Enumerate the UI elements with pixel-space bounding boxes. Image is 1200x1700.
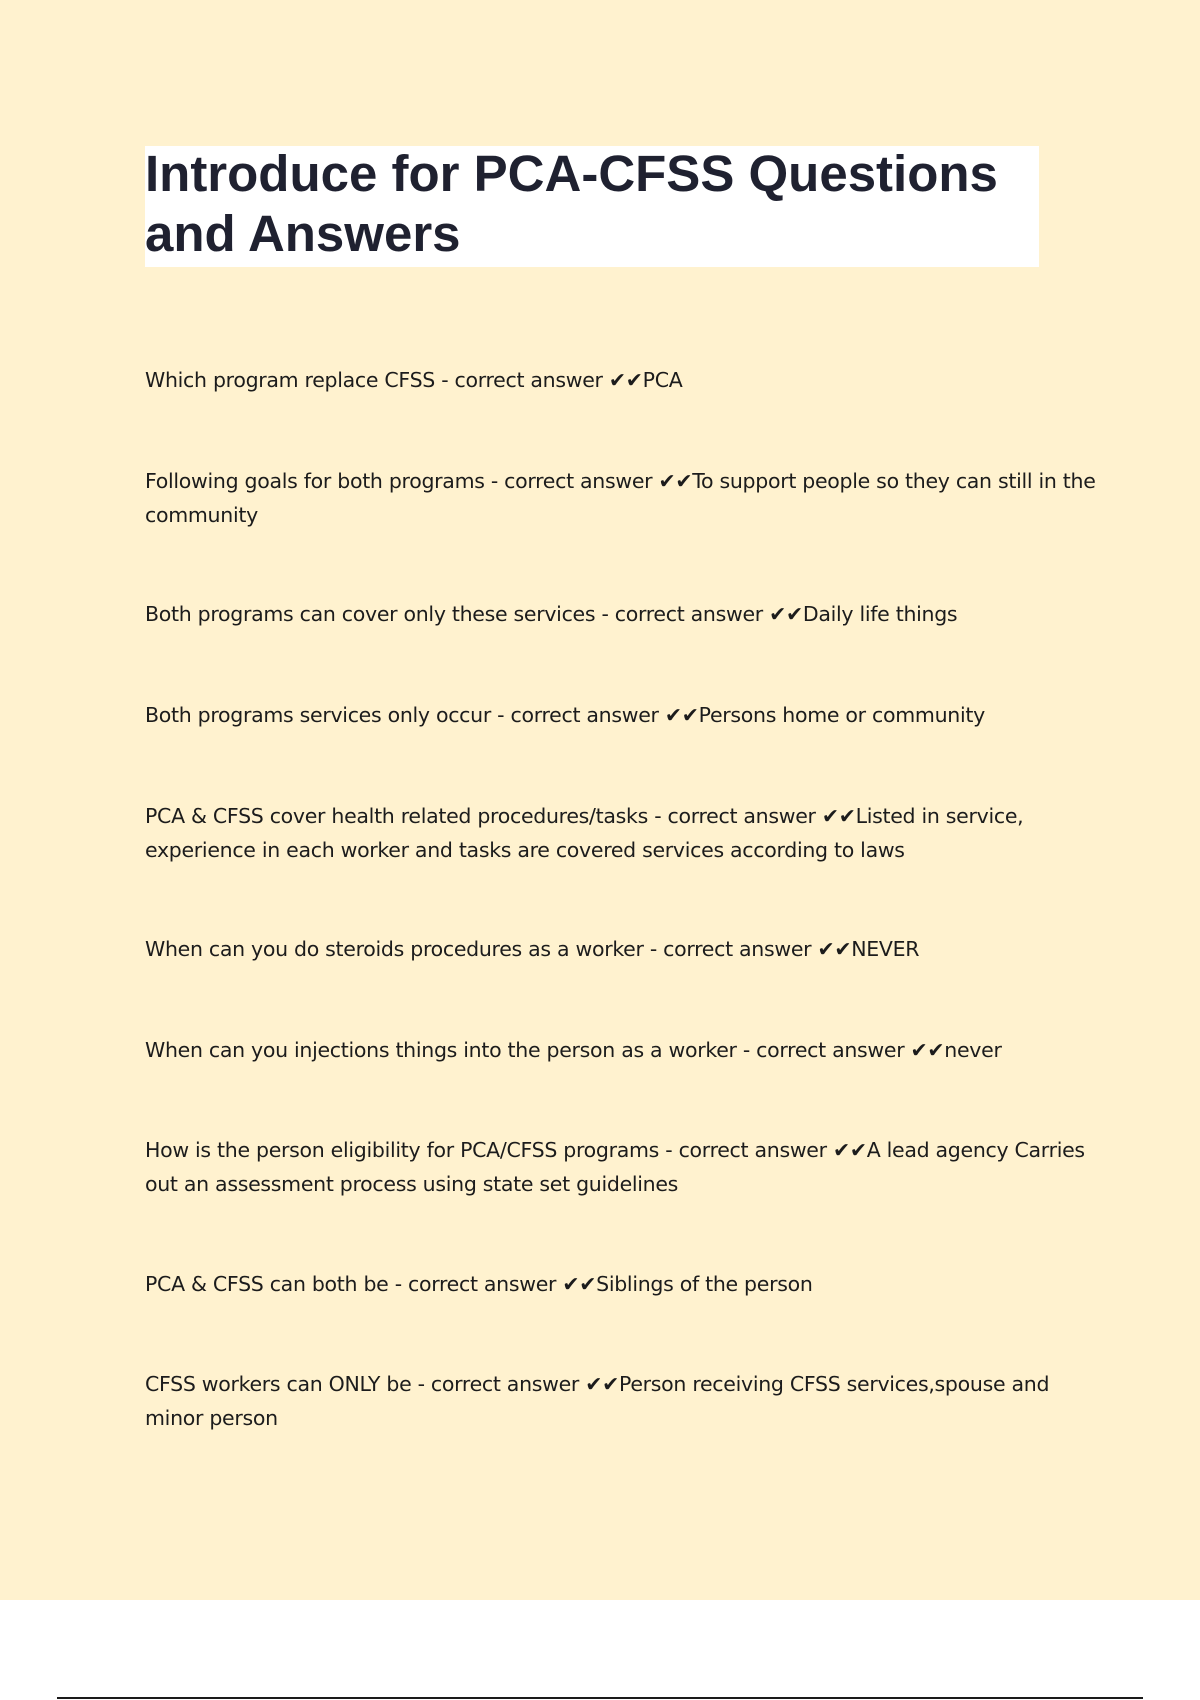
qa-item-2: Following goals for both programs - correct answer ✔✔To support people so they can still in the community	[145, 469, 1096, 527]
qa-item-5: PCA & CFSS cover health related procedures/tasks - correct answer ✔✔Listed in service, experience in each worker and tasks are covered services according to laws	[145, 804, 1024, 862]
qa-item-4: Both programs services only occur - correct answer ✔✔Persons home or community	[145, 703, 985, 727]
footer-divider	[57, 1697, 1143, 1699]
qa-item-8: How is the person eligibility for PCA/CFSS programs - correct answer ✔✔A lead agency Carries out an assessment process using state set guidelines	[145, 1138, 1085, 1196]
qa-item-6: When can you do steroids procedures as a worker - correct answer ✔✔NEVER	[145, 937, 920, 961]
qa-item-9: PCA & CFSS can both be - correct answer ✔✔Siblings of the person	[145, 1272, 813, 1296]
page-title: Introduce for PCA-CFSS Questions and Answers	[145, 145, 998, 262]
qa-item-7: When can you injections things into the person as a worker - correct answer ✔✔never	[145, 1038, 1002, 1062]
qa-item-10: CFSS workers can ONLY be - correct answer ✔✔Person receiving CFSS services,spouse and minor person	[145, 1372, 1050, 1430]
qa-item-1: Which program replace CFSS - correct answer ✔✔PCA	[145, 368, 683, 392]
qa-item-3: Both programs can cover only these services - correct answer ✔✔Daily life things	[145, 602, 958, 626]
